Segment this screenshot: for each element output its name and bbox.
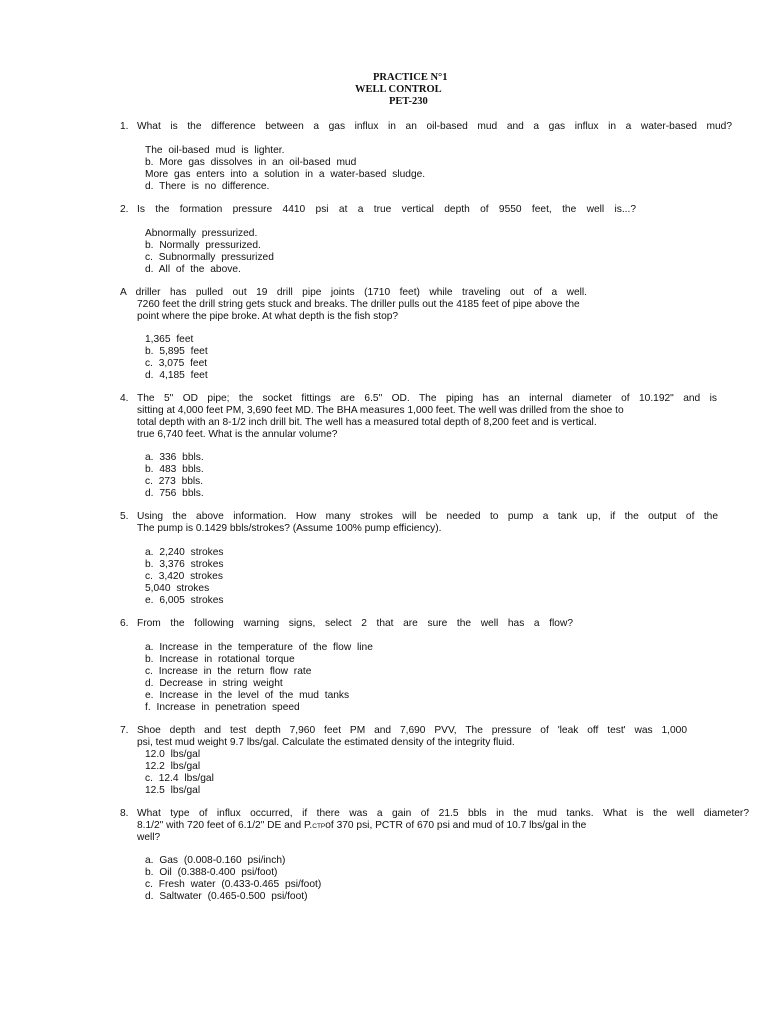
practice-title: PRACTICE N°1 [373,72,448,83]
question-3-option: c. 3,075 feet [145,358,208,369]
question-7-option: c. 12.4 lbs/gal [145,773,214,784]
question-3-text: point where the pipe broke. At what depth is the fish stop? [137,311,399,322]
question-2-option: Abnormally pressurized. [145,228,258,239]
question-6-option: c. Increase in the return flow rate [145,666,312,677]
question-8-option: b. Oil (0.388-0.400 psi/foot) [145,867,278,878]
question-1-number: 1. [120,121,129,132]
question-4-option: a. 336 bbls. [145,452,204,463]
question-5-option: 5,040 strokes [145,583,210,594]
question-7-option: 12.0 lbs/gal [145,749,201,760]
question-5-option: a. 2,240 strokes [145,547,224,558]
question-8-text [137,820,586,833]
ctp-subscript: CTP [312,823,326,830]
question-7-option: 12.5 lbs/gal [145,785,201,796]
question-6-text: From the following warning signs, select 2 that are sure the well has a flow? [137,618,573,629]
question-4-option: c. 273 bbls. [145,476,204,487]
question-7-text: psi, test mud weight 9.7 lbs/gal. Calculate the estimated density of the integrity fluid. [137,737,515,748]
question-8-option: a. Gas (0.008-0.160 psi/inch) [145,855,286,866]
question-8-text: What type of influx occurred, if there was a gain of 21.5 bbls in the mud tanks. What is the well diameter? [137,808,749,819]
question-8-number: 8. [120,808,129,819]
question-6-option: f. Increase in penetration speed [145,702,300,713]
question-4-number: 4. [120,393,129,404]
question-1-option: d. There is no difference. [145,181,270,192]
question-8-text-part: of 370 psi, PCTR of 670 psi and mud of 10.7 lbs/gal in the [325,820,587,831]
question-6-option: d. Decrease in string weight [145,678,283,689]
question-1-option: b. More gas dissolves in an oil-based mud [145,157,357,168]
question-8-text: well? [137,832,161,843]
question-3-text: A driller has pulled out 19 drill pipe joints (1710 feet) while traveling out of a well. [120,287,587,298]
question-5-number: 5. [120,511,129,522]
question-6-option: a. Increase in the temperature of the flow line [145,642,373,653]
question-1-text: What is the difference between a gas influx in an oil-based mud and a gas influx in a water-based mud? [137,121,732,132]
question-5-text: The pump is 0.1429 bbls/strokes? (Assume 100% pump efficiency). [137,523,442,534]
question-7-text: Shoe depth and test depth 7,960 feet PM and 7,690 PVV, The pressure of 'leak off test' was 1,000 [137,725,687,736]
question-6-number: 6. [120,618,129,629]
question-4-text: total depth with an 8-1/2 inch drill bit. The well has a measured total depth of 8,200 feet and is vertical. [137,417,597,428]
question-2-text: Is the formation pressure 4410 psi at a true vertical depth of 9550 feet, the well is...? [137,204,636,215]
question-2-option: b. Normally pressurized. [145,240,261,251]
question-7-option: 12.2 lbs/gal [145,761,201,772]
question-1-option: More gas enters into a solution in a water-based sludge. [145,169,426,180]
question-2-option: d. All of the above. [145,264,241,275]
course-code: PET-230 [389,96,428,107]
question-6-option: e. Increase in the level of the mud tanks [145,690,350,701]
question-4-option: d. 756 bbls. [145,488,204,499]
question-4-text: The 5" OD pipe; the socket fittings are 6.5" OD. The piping has an internal diameter of 10.192" and is [137,393,717,404]
question-8-option: d. Saltwater (0.465-0.500 psi/foot) [145,891,308,902]
question-3-option: d. 4,185 feet [145,370,208,381]
question-2-number: 2. [120,204,129,215]
question-5-option: e. 6,005 strokes [145,595,224,606]
question-3-option: 1,365 feet [145,334,194,345]
question-8-text-part: 8.1/2" with 720 feet of 6.1/2" DE and P. [137,820,313,831]
question-8-option: c. Fresh water (0.433-0.465 psi/foot) [145,879,322,890]
question-6-option: b. Increase in rotational torque [145,654,295,665]
question-4-option: b. 483 bbls. [145,464,204,475]
question-5-text: Using the above information. How many strokes will be needed to pump a tank up, if the output of the [137,511,718,522]
question-4-text: true 6,740 feet. What is the annular volume? [137,429,338,440]
question-3-option: b. 5,895 feet [145,346,208,357]
question-4-text: sitting at 4,000 feet PM, 3,690 feet MD. The BHA measures 1,000 feet. The well was drilled from the shoe to [137,405,624,416]
question-5-option: b. 3,376 strokes [145,559,224,570]
question-3-text: 7260 feet the drill string gets stuck and breaks. The driller pulls out the 4185 feet of pipe above the [137,299,580,310]
course-subtitle: WELL CONTROL [355,84,442,95]
question-1-option: The oil-based mud is lighter. [145,145,285,156]
question-5-option: c. 3,420 strokes [145,571,223,582]
question-7-number: 7. [120,725,129,736]
question-2-option: c. Subnormally pressurized [145,252,274,263]
